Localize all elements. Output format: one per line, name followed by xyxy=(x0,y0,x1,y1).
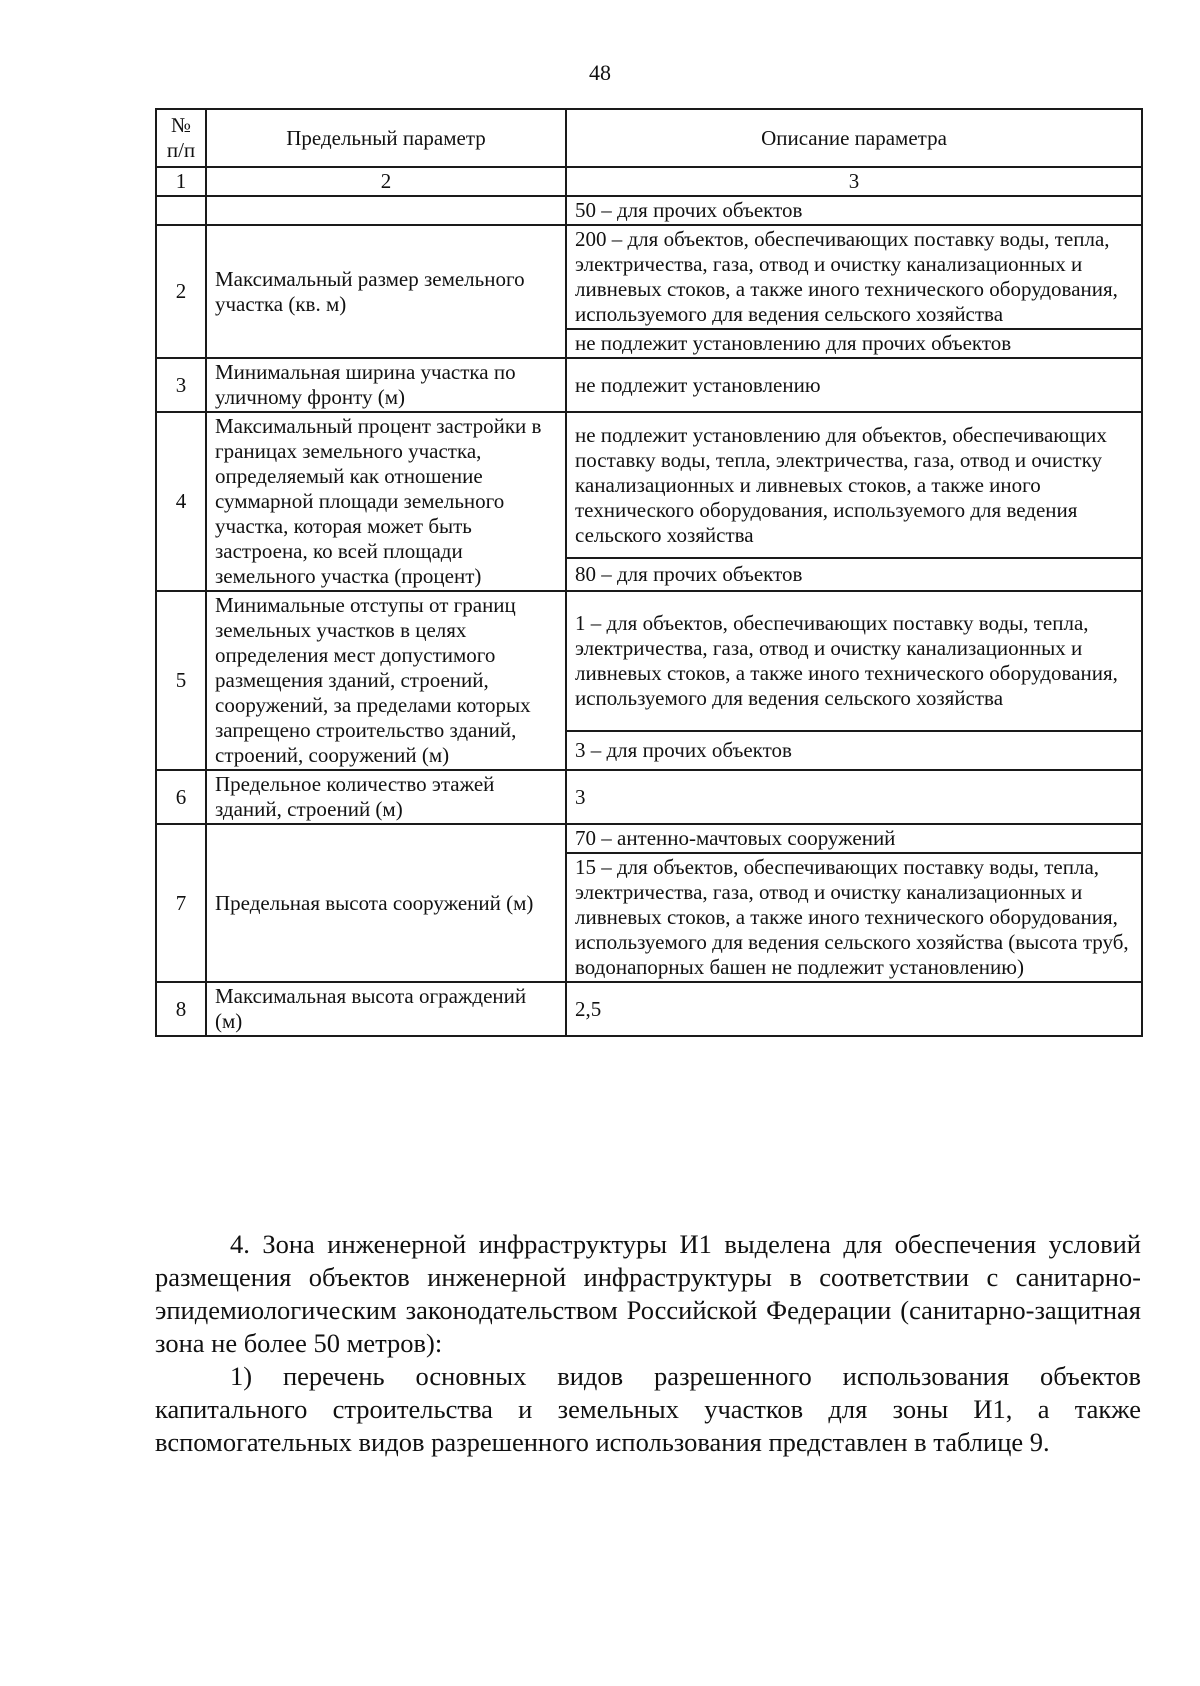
table-row xyxy=(156,824,1142,853)
page-number: 48 xyxy=(589,60,611,85)
paragraph: 4. Зона инженерной инфраструктуры И1 выделена для обеспечения условий размещения объектов инженерной инфраструктуры в соответствии с санитарно-эпидемиологическим законодательством Российской Федерации (санитарно-защитная зона не более 50 метров): xyxy=(155,1229,1141,1358)
row-param: Максимальная высота ограждений (м) xyxy=(206,982,566,1036)
row-param: Минимальные отступы от границ земельных участков в целях определения мест допустимого размещения зданий, строений, сооружений, за пределами которых запрещено строительство зданий, строений, сооружений (м) xyxy=(206,591,566,770)
row-desc: 3 – для прочих объектов xyxy=(566,731,1142,770)
row-number: 4 xyxy=(156,412,206,591)
row-param xyxy=(206,196,566,225)
row-desc: 2,5 xyxy=(566,982,1142,1036)
row-desc: 1 – для объектов, обеспечивающих поставку воды, тепла, электричества, газа, отвод и очистку канализационных и ливневых стоков, а также иного технического оборудования, используемого для ведения сельского хозяйства xyxy=(566,591,1142,731)
row-number: 3 xyxy=(156,358,206,412)
row-number xyxy=(156,196,206,225)
table-row xyxy=(156,225,1142,329)
table-row xyxy=(156,358,1142,412)
row-desc: 70 – антенно-мачтовых сооружений xyxy=(566,824,1142,853)
row-desc: не подлежит установлению для объектов, обеспечивающих поставку воды, тепла, электричества, газа, отвод и очистку канализационных и ливневых стоков, а также иного технического оборудования, используемого для ведения сельского хозяйства xyxy=(566,412,1142,558)
column-number: 3 xyxy=(566,167,1142,196)
row-number: 6 xyxy=(156,770,206,824)
table-row xyxy=(156,591,1142,731)
row-param: Минимальная ширина участка по уличному фронту (м) xyxy=(206,358,566,412)
table-row xyxy=(156,412,1142,558)
column-numbers-row xyxy=(156,167,1142,196)
header-desc: Описание параметра xyxy=(566,109,1142,167)
parameters-table xyxy=(155,108,1143,1037)
row-param: Предельная высота сооружений (м) xyxy=(206,824,566,982)
row-desc: не подлежит установлению для прочих объектов xyxy=(566,329,1142,358)
row-desc: не подлежит установлению xyxy=(566,358,1142,412)
column-number: 2 xyxy=(206,167,566,196)
header-param: Предельный параметр xyxy=(206,109,566,167)
row-desc: 200 – для объектов, обеспечивающих поставку воды, тепла, электричества, газа, отвод и очистку канализационных и ливневых стоков, а также иного технического оборудования, используемого для ведения сельского хозяйства xyxy=(566,225,1142,329)
paragraph: 1) перечень основных видов разрешенного использования объектов капитального строительства и земельных участков для зоны И1, а также вспомогательных видов разрешенного использования представлен в таблице 9. xyxy=(155,1361,1141,1457)
row-desc: 50 – для прочих объектов xyxy=(566,196,1142,225)
row-param: Максимальный размер земельного участка (кв. м) xyxy=(206,225,566,358)
row-number: 8 xyxy=(156,982,206,1036)
row-desc: 3 xyxy=(566,770,1142,824)
table-row xyxy=(156,770,1142,824)
row-desc: 80 – для прочих объектов xyxy=(566,558,1142,591)
body-text xyxy=(155,1228,1141,1459)
row-param: Максимальный процент застройки в границах земельного участка, определяемый как отношение суммарной площади земельного участка, которая может быть застроена, ко всей площади земельного участка (процент) xyxy=(206,412,566,591)
row-desc: 15 – для объектов, обеспечивающих поставку воды, тепла, электричества, газа, отвод и очистку канализационных и ливневых стоков, а также иного технического оборудования, используемого для ведения сельского хозяйства (высота труб, водонапорных башен не подлежит установлению) xyxy=(566,853,1142,982)
row-number: 5 xyxy=(156,591,206,770)
table-row xyxy=(156,196,1142,225)
column-number: 1 xyxy=(156,167,206,196)
row-number: 7 xyxy=(156,824,206,982)
header-num: № п/п xyxy=(156,109,206,167)
table-row xyxy=(156,982,1142,1036)
table-header-row xyxy=(156,109,1142,167)
row-param: Предельное количество этажей зданий, строений (м) xyxy=(206,770,566,824)
row-number: 2 xyxy=(156,225,206,358)
